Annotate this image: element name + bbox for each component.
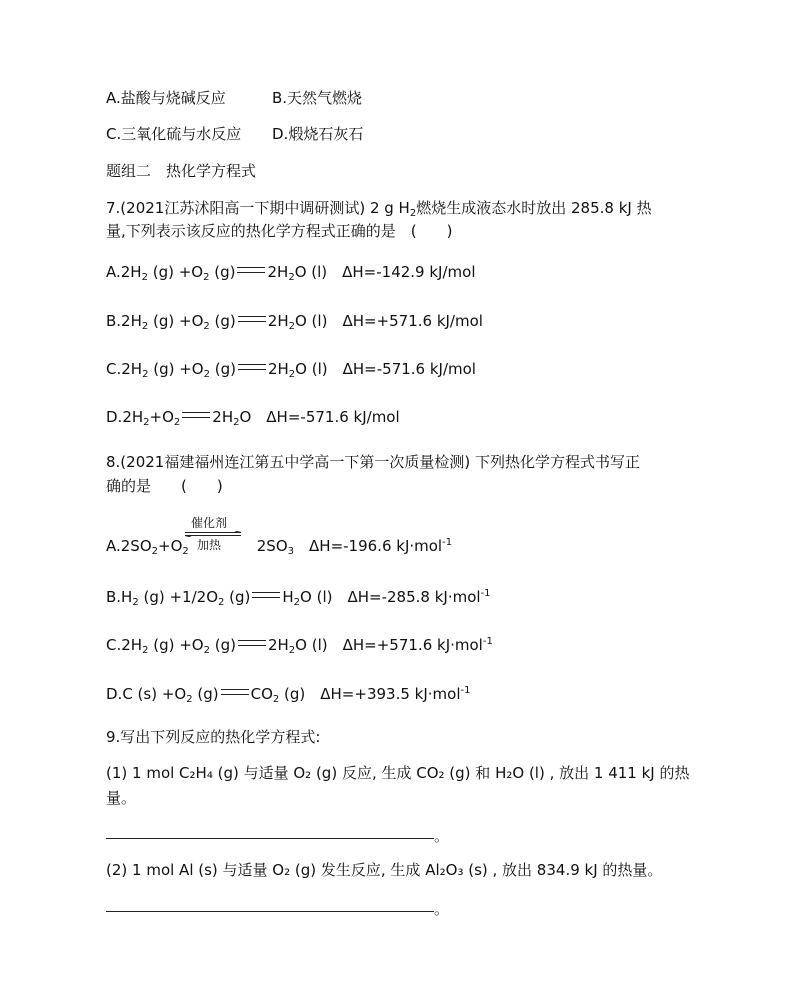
q7-option-d: $D.2H_2+O_2$ $2H_2O$ ΔH=-571.6 kJ/mol xyxy=(106,408,400,428)
catalyst-arrow xyxy=(183,514,243,554)
period-2: 。 xyxy=(434,900,450,918)
q7-option-a: $A.2H_2$ $(g) +O_2$ (g) $2H_2O$ (l) ΔH=-142.9 kJ/mol xyxy=(106,263,476,283)
q8-option-c: $C.2H_2$ $(g) +O_2$ (g) $2H_2O$ (l) ΔH=+571.6 kJ·mol$^{-1}$ xyxy=(106,636,493,656)
q9-part1-line1: (1) 1 mol C₂H₄ (g) 与适量 O₂ (g) 反应, 生成 CO₂ (g) 和 H₂O (l) , 放出 1 411 kJ 的热 xyxy=(106,764,690,782)
option-d: D.煅烧石灰石 xyxy=(272,125,364,143)
answer-blank-1[interactable] xyxy=(106,838,434,839)
q9-title: 9.写出下列反应的热化学方程式: xyxy=(106,728,321,746)
catalyst-label: 催化剂 xyxy=(191,516,228,530)
q8-c-dh: ΔH=+571.6 kJ·mol xyxy=(342,636,483,654)
answer-blank-2[interactable] xyxy=(106,911,434,912)
q7-c-label: C.2H xyxy=(106,360,143,378)
option-a: A.盐酸与烧碱反应 xyxy=(106,89,226,107)
q8-a-dh: ΔH=-196.6 kJ·mol xyxy=(309,537,443,555)
heat-label: 加热 xyxy=(197,538,222,552)
q9-part1-line2: 量。 xyxy=(106,789,137,807)
q8-option-d: D.C $(s) +O_2$ (g) $CO_2$ (g) ΔH=+393.5 kJ·mol$^{-1}$ xyxy=(106,685,471,705)
q8-d-dh: ΔH=+393.5 kJ·mol xyxy=(320,685,461,703)
q8-option-a: $A.2SO_2+O_2$ $2SO_3$ ΔH=-196.6 kJ·mol$^{-1}$ xyxy=(106,537,453,557)
option-c: C.三氧化硫与水反应 xyxy=(106,125,242,143)
period-1: 。 xyxy=(434,827,450,845)
q7-stem-post: 燃烧生成液态水时放出 285.8 kJ 热 xyxy=(416,199,652,217)
q7-stem-line2: 量,下列表示该反应的热化学方程式正确的是 ( ) xyxy=(106,222,453,240)
section-title: 题组二 热化学方程式 xyxy=(106,162,257,180)
q7-a-dh: ΔH=-142.9 kJ/mol xyxy=(342,263,476,281)
q7-b-dh: ΔH=+571.6 kJ/mol xyxy=(342,312,483,330)
q7-d-dh: ΔH=-571.6 kJ/mol xyxy=(266,408,400,426)
q8-stem-line2: 确的是 ( ) xyxy=(106,477,223,495)
option-b: B.天然气燃烧 xyxy=(272,89,363,107)
q7-option-c: $C.2H_2$ $(g) +O_2$ (g) $2H_2O$ (l) ΔH=-571.6 kJ/mol xyxy=(106,360,476,380)
q7-stem-sub: 2 xyxy=(409,208,417,219)
q8-b-dh: ΔH=-285.8 kJ·mol xyxy=(347,588,481,606)
q7-option-b: $B.2H_2$ $(g) +O_2$ (g) $2H_2O$ (l) ΔH=+571.6 kJ/mol xyxy=(106,312,483,332)
q7-stem-pre: 7.(2021江苏沭阳高一下期中调研测试) 2 g H xyxy=(106,199,410,217)
q7-c-dh: ΔH=-571.6 kJ/mol xyxy=(342,360,476,378)
q7-b-label: B.2H xyxy=(106,312,142,330)
q7-d-label: D.2H xyxy=(106,408,144,426)
q9-part2-line1: (2) 1 mol Al (s) 与适量 O₂ (g) 发生反应, 生成 Al₂O₃ (s) , 放出 834.9 kJ 的热量。 xyxy=(106,861,663,879)
q8-stem-line1: 8.(2021福建福州连江第五中学高一下第一次质量检测) 下列热化学方程式书写正 xyxy=(106,453,640,471)
q7-a-label: A.2H xyxy=(106,263,142,281)
q8-option-b: $B.H_2$ $(g) +1/2O_2$ (g) $H_2O$ (l) ΔH=-285.8 kJ·mol$^{-1}$ xyxy=(106,588,491,608)
